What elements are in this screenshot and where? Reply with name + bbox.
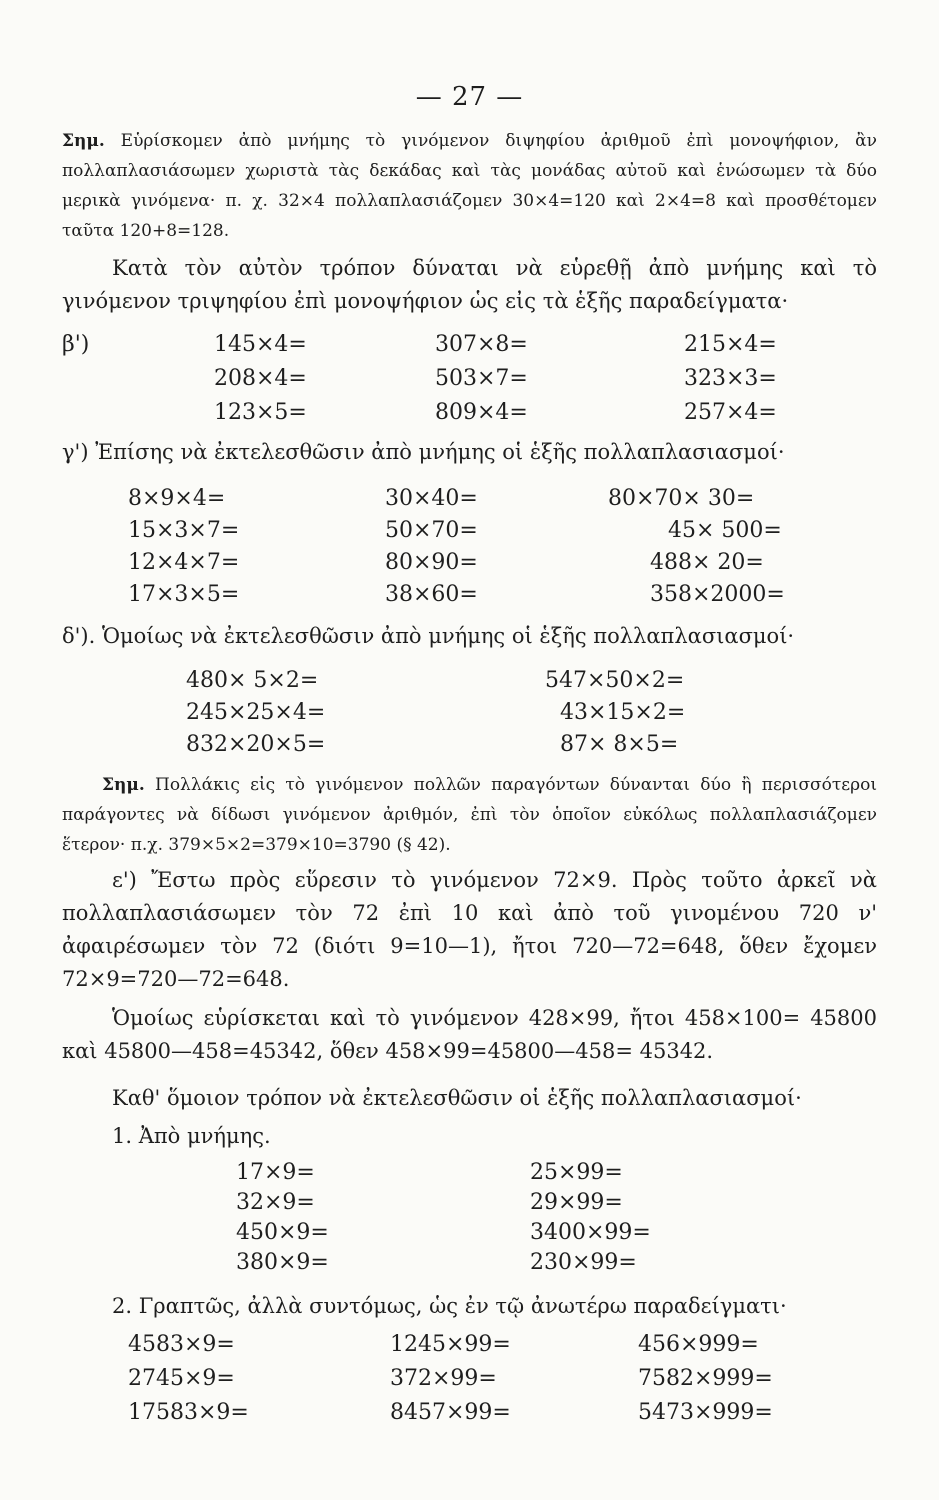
exercise-item: 3400×99= [530, 1220, 651, 1245]
exercise-item: 17583×9= [128, 1400, 249, 1425]
exercise-item: 4583×9= [128, 1332, 235, 1357]
paragraph-g: Καθ' ὅμοιον τρόπον νὰ ἐκτελεσθῶσιν οἱ ἑξῆς πολλαπλασιασμοί· [112, 1086, 802, 1110]
exercise-item: 547×50×2= [545, 668, 685, 693]
exercise-item: 257×4= [684, 400, 777, 425]
note-text: Πολλάκις εἰς τὸ γινόμενον πολλῶν παραγόντων δύνανται δύο ἢ περισσότεροι παράγοντες νὰ δίδωσι γινόμενον ἀριθμόν, ἐπὶ τὸν ὁποῖον εὐκόλως πολλαπλασιάζομεν ἕτερον· π.χ. 379×5×2=379×10=3790 (§ 42). [62, 775, 877, 855]
exercise-item: 809×4= [435, 400, 528, 425]
page-number: — 27 — [415, 82, 524, 112]
exercise-item: 8457×99= [390, 1400, 511, 1425]
exercise-item: 32×9= [236, 1190, 315, 1215]
exercise-item: 12×4×7= [128, 550, 240, 575]
exercise-item: 245×25×4= [186, 700, 326, 725]
exercise-item: 488× 20= [650, 550, 764, 575]
note-label: Σημ. [102, 775, 145, 795]
exercise-item: 372×99= [390, 1366, 497, 1391]
exercise-item: 25×99= [530, 1160, 623, 1185]
exercise-item: 17×3×5= [128, 582, 240, 607]
exercise-item: 450×9= [236, 1220, 329, 1245]
exercise-item: 15×3×7= [128, 518, 240, 543]
exercise-1-heading: 1. Ἀπὸ μνήμης. [112, 1124, 271, 1148]
paragraph-f: Ὁμοίως εὑρίσκεται καὶ τὸ γινόμενον 428×99, ἤτοι 458×100= 45800 καὶ 45800—458=45342, ὅθεν 458×99=45800—458= 45342. [62, 1006, 877, 1063]
exercise-item: 230×99= [530, 1250, 637, 1275]
exercise-item: 50×70= [385, 518, 478, 543]
exercise-item: 832×20×5= [186, 732, 326, 757]
exercise-item: 123×5= [214, 400, 307, 425]
note-paragraph-2 [62, 770, 877, 860]
exercise-item: 358×2000= [650, 582, 785, 607]
exercise-item: 480× 5×2= [186, 668, 319, 693]
exercise-item: 45× 500= [668, 518, 782, 543]
exercise-item: 307×8= [435, 332, 528, 357]
exercise-item: 43×15×2= [560, 700, 686, 725]
exercise-item: 17×9= [236, 1160, 315, 1185]
paragraph-e: ε') Ἔστω πρὸς εὕρεσιν τὸ γινόμενον 72×9. Πρὸς τοῦτο ἀρκεῖ νὰ πολλαπλασιάσωμεν τὸν 72 ἐπὶ 10 καὶ ἀπὸ τοῦ γινομένου 720 ν' ἀφαιρέσωμεν τὸν 72 (διότι 9=10—1), ἤτοι 720—72=648, ὅθεν ἔχομεν 72×9=720—72=648. [62, 868, 877, 991]
exercise-item: 503×7= [435, 366, 528, 391]
exercise-item: 208×4= [214, 366, 307, 391]
exercise-item: 145×4= [214, 332, 307, 357]
exercise-2-heading: 2. Γραπτῶς, ἀλλὰ συντόμως, ὡς ἐν τῷ ἀνωτέρω παραδείγματι· [112, 1294, 787, 1318]
note-text: Εὑρίσκομεν ἀπὸ μνήμης τὸ γινόμενον διψηφίου ἀριθμοῦ ἐπὶ μονοψήφιον, ἂν πολλαπλασιάσωμεν χωριστὰ τὰς δεκάδας καὶ τὰς μονάδας αὐτοῦ καὶ ἑνώσωμεν τὰ δύο μερικὰ γινόμενα· π. χ. 32×4 πολλαπλασιάζομεν 30×4=120 καὶ 2×4=8 καὶ προσθέτομεν ταῦτα 120+8=128. [62, 131, 878, 241]
exercise-item: 8×9×4= [128, 486, 226, 511]
exercise-item: 1245×99= [390, 1332, 511, 1357]
section-d-heading: δ'). Ὁμοίως νὰ ἐκτελεσθῶσιν ἀπὸ μνήμης οἱ ἑξῆς πολλαπλασιασμοί· [62, 624, 795, 648]
exercise-item: 7582×999= [638, 1366, 773, 1391]
paragraph-intro: Κατὰ τὸν αὐτὸν τρόπον δύναται νὰ εὑρεθῇ ἀπὸ μνήμης καὶ τὸ γινόμενον τριψηφίου ἐπὶ μονοψήφιον ὡς εἰς τὰ ἑξῆς παραδείγματα· [62, 256, 877, 313]
exercise-item: 30×40= [385, 486, 478, 511]
exercise-item: 87× 8×5= [560, 732, 679, 757]
exercise-item: 80×90= [385, 550, 478, 575]
exercise-item: 2745×9= [128, 1366, 235, 1391]
section-c-heading: γ') Ἐπίσης νὰ ἐκτελεσθῶσιν ἀπὸ μνήμης οἱ ἑξῆς πολλαπλασιασμοί· [62, 440, 785, 464]
exercise-item: 215×4= [684, 332, 777, 357]
exercise-item: 380×9= [236, 1250, 329, 1275]
exercise-item: 29×99= [530, 1190, 623, 1215]
exercise-item: 456×999= [638, 1332, 759, 1357]
exercise-item: 38×60= [385, 582, 478, 607]
note-paragraph-1 [62, 126, 877, 246]
section-b-label: β') [62, 332, 90, 357]
exercise-item: 5473×999= [638, 1400, 773, 1425]
exercise-item: 80×70× 30= [608, 486, 755, 511]
exercise-item: 323×3= [684, 366, 777, 391]
note-label: Σημ. [62, 131, 105, 151]
